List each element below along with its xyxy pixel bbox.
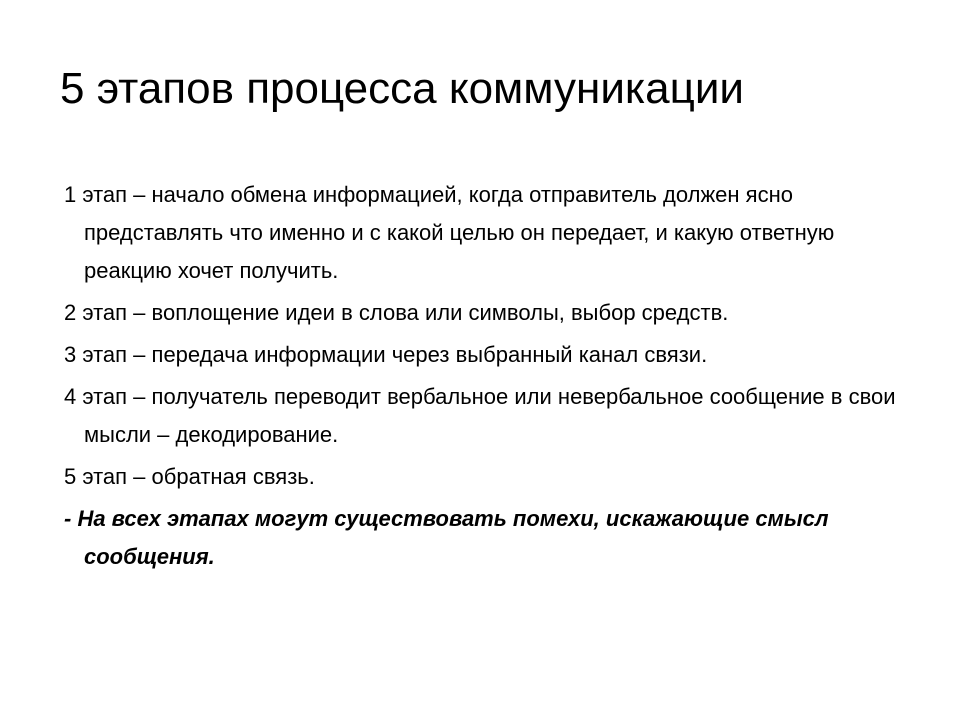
stage-5-text: 5 этап – обратная связь.: [64, 464, 315, 489]
stage-1-text: 1 этап – начало обмена информацией, когда отправитель должен ясно представлять что именно и с какой целью он передает, и какую ответную реакцию хочет получить.: [64, 182, 835, 283]
slide-body: [64, 176, 904, 580]
stage-4-text: 4 этап – получатель переводит вербальное или невербальное сообщение в свои мысли – декодирование.: [64, 384, 896, 447]
stage-3-text: 3 этап – передача информации через выбранный канал связи.: [64, 342, 708, 367]
stage-2-text: 2 этап – воплощение идеи в слова или символы, выбор средств.: [64, 300, 729, 325]
noise-note-text: - На всех этапах могут существовать помехи, искажающие смысл сообщения.: [64, 506, 829, 569]
slide-title: 5 этапов процесса коммуникации: [60, 64, 744, 113]
